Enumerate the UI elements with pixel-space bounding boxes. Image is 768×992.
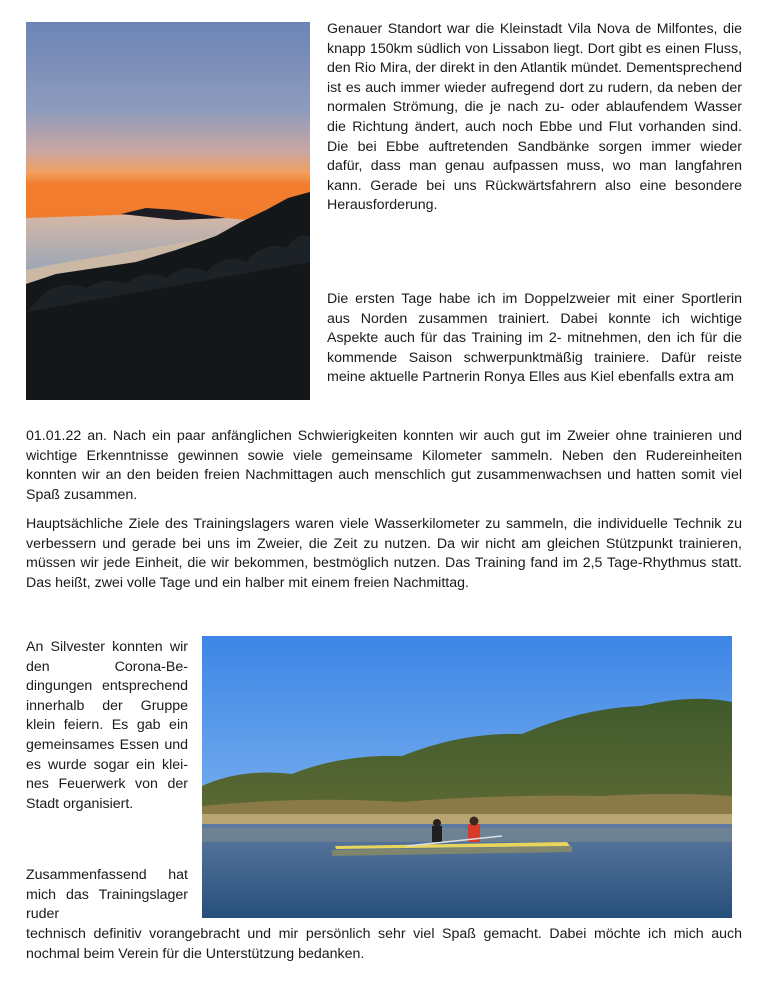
rowing-scene <box>202 636 732 918</box>
sunset-scene <box>26 22 310 400</box>
paragraph-location: Genauer Standort war die Kleinstadt Vila Nova de Milfontes, die knapp 150km südlich von Lissabon liegt. Dort gibt es einen Fluss, den Rio Mira, der direkt in den Atlantik mündet. Dementsprechend ist es auch immer wieder aufregend dort zu rudern, da neben der normalen Strömung, die je nach zu- oder ablaufendem Wasser die Richtung ändert, auch noch Ebbe und Flut vorhanden sind. Die bei Ebbe auftretenden Sandbänke sorgen immer wieder dafür, dass man genau aufpassen muss, wo man langfahren kann. Gerade bei uns Rückwärtsfahrern also eine besondere Herausforderung. <box>327 21 742 214</box>
paragraph-training-part2: 01.01.22 an. Nach ein paar anfänglichen Schwierigkeiten konnten wir auch gut im Zweier ohne trainieren und wichtige Erkenntnisse gewinnen sowie viele gemeinsame Kilometer sammeln. Neben den Rudereinheiten konnten wir an den beiden freien Nachmittagen auch menschlich gut zusammenwachsen und hatten somit viel Spaß zusammen. <box>26 428 742 503</box>
paragraph-training-part1: Die ersten Tage habe ich im Doppelzweier mit einer Sportlerin aus Norden zusammen trainiert. Dabei konnte ich wichtige Aspekte auch für das Training im 2- mitnehmen, den ich für die kommende Saison schwerpunktmäßig trainiere. Dafür reiste meine aktuelle Partnerin Ronya Elles aus Kiel ebenfalls extra am <box>327 291 742 386</box>
rower-1 <box>432 826 442 842</box>
paragraph-new-year: An Silvester konnten wir den Corona-Bedingungen entsprechend innerhalb der Gruppe klein feiern. Es gab ein gemeinsames Essen und es wurde sogar ein kleines Feuerwerk von der Stadt organisiert. <box>26 639 188 812</box>
paragraph-goals: Hauptsächliche Ziele des Trainingslagers waren viele Wasserkilometer zu sammeln, die individuelle Technik zu verbessern und gerade bei uns im Zweier, die Zeit zu nutzen. Da wir nicht am gleichen Stützpunkt trainieren, müssen wir jede Einheit, die wir bekommen, bestmöglich nutzen. Das Training fand im 2,5 Tage-Rhythmus statt. Das heißt, zwei volle Tage und ein halber mit einem freien Nachmittag. <box>26 516 742 591</box>
sunset-river-photo <box>26 22 310 400</box>
rower-1-head <box>433 819 441 827</box>
paragraph-summary-part1: Zusammenfassend hat mich das Trainingslager ruder <box>26 867 188 923</box>
shoreline <box>202 814 732 824</box>
rowing-boat-photo <box>202 636 732 918</box>
rower-2-head <box>470 817 479 826</box>
paragraph-summary-part2: technisch definitiv vorangebracht und mir persönlich sehr viel Spaß gemacht. Dabei möchte ich mich auch nochmal beim Verein für die Unterstützung bedanken. <box>26 926 742 962</box>
